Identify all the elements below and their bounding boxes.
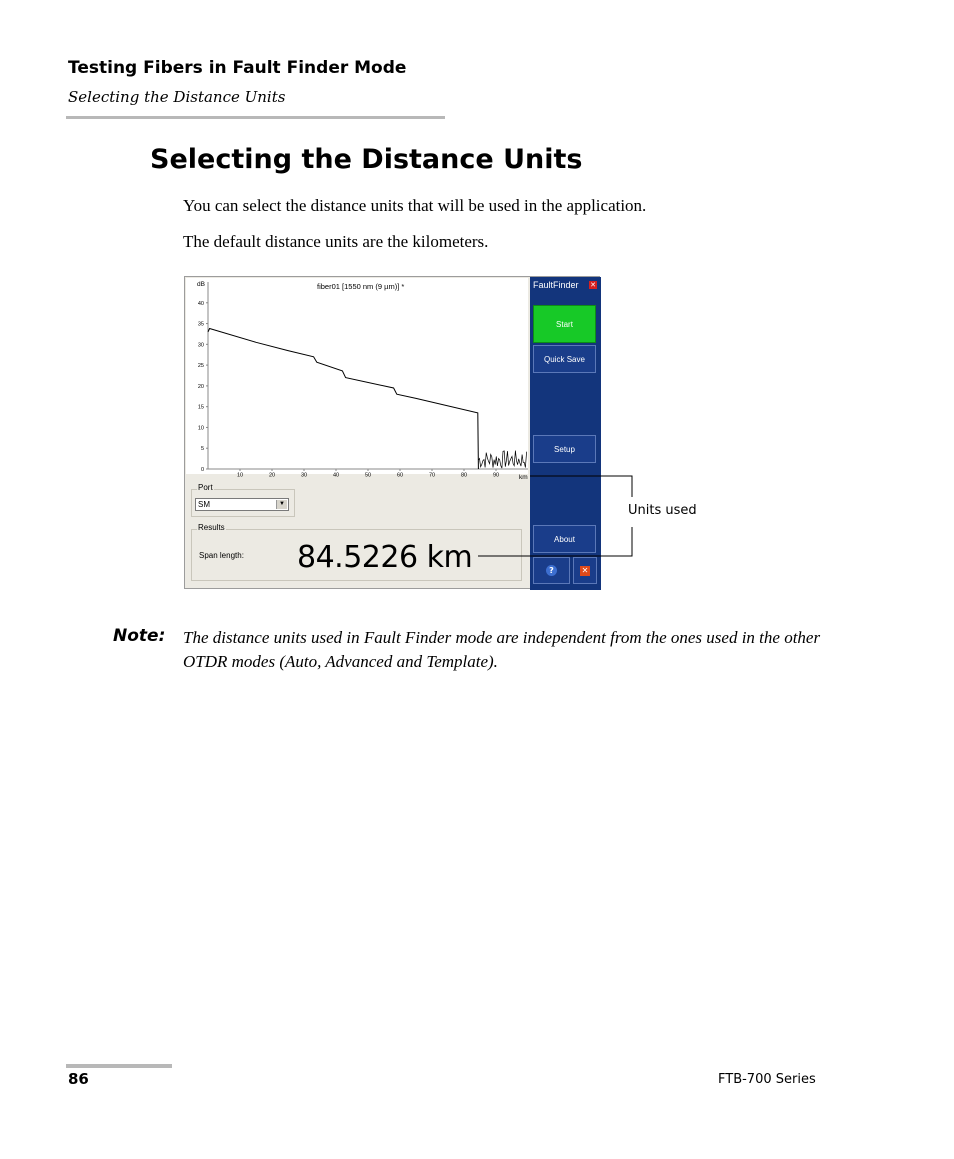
panel-close-icon[interactable]: ✕ bbox=[590, 281, 596, 289]
results-label: Results bbox=[198, 523, 225, 532]
x-tick-label: 20 bbox=[268, 472, 276, 479]
y-tick-label: 5 bbox=[200, 446, 204, 453]
about-button[interactable]: About bbox=[533, 525, 596, 553]
y-tick-label: 10 bbox=[197, 425, 204, 432]
setup-button[interactable]: Setup bbox=[533, 435, 596, 463]
x-tick-label: 10 bbox=[236, 472, 244, 479]
y-tick-label: 20 bbox=[197, 383, 204, 390]
chapter-title: Testing Fibers in Fault Finder Mode bbox=[68, 58, 407, 78]
page-number: 86 bbox=[68, 1070, 89, 1088]
callout-line-units bbox=[530, 476, 632, 497]
y-tick-label: 0 bbox=[200, 467, 204, 473]
product-name: FTB-700 Series bbox=[718, 1072, 816, 1087]
x-tick-label: 40 bbox=[332, 472, 340, 479]
x-axis-unit: km bbox=[519, 474, 528, 481]
port-select-value: SM bbox=[198, 500, 210, 509]
footer-rule bbox=[66, 1064, 172, 1068]
chart-title: fiber01 [1550 nm (9 µm)] * bbox=[317, 282, 405, 291]
span-length-value: 84.5226 km bbox=[297, 540, 473, 575]
callout-units-used: Units used bbox=[628, 503, 697, 518]
x-tick-label: 60 bbox=[396, 472, 404, 479]
y-tick-label: 35 bbox=[197, 321, 204, 328]
x-tick-label: 70 bbox=[428, 472, 436, 479]
x-tick-label: 90 bbox=[492, 472, 500, 479]
x-tick-label: 30 bbox=[300, 472, 308, 479]
port-label: Port bbox=[198, 483, 213, 492]
y-tick-label: 40 bbox=[197, 300, 204, 307]
panel-title: FaultFinder bbox=[533, 280, 579, 290]
start-button[interactable]: Start bbox=[533, 305, 596, 343]
x-tick-label: 50 bbox=[364, 472, 372, 479]
page-title: Selecting the Distance Units bbox=[150, 144, 583, 175]
paragraph-2: The default distance units are the kilometers. bbox=[183, 232, 489, 251]
paragraph-1: You can select the distance units that will be used in the application. bbox=[183, 196, 647, 215]
quick-save-button[interactable]: Quick Save bbox=[533, 345, 596, 373]
y-tick-label: 15 bbox=[197, 404, 204, 411]
y-tick-label: 30 bbox=[197, 342, 204, 349]
note-text: The distance units used in Fault Finder mode are independent from the ones used in the other OTDR modes (Auto, Advanced and Template). bbox=[183, 628, 821, 671]
note-label: Note: bbox=[113, 626, 166, 646]
y-tick-label: 25 bbox=[197, 363, 204, 370]
section-subtitle: Selecting the Distance Units bbox=[68, 88, 286, 106]
chevron-down-icon[interactable]: ▼ bbox=[276, 500, 287, 509]
help-icon: ? bbox=[546, 565, 557, 576]
close-icon: ✕ bbox=[581, 565, 589, 575]
y-axis-unit: dB bbox=[197, 281, 205, 288]
callout-line-value bbox=[478, 527, 632, 556]
span-length-label: Span length: bbox=[199, 551, 244, 560]
x-tick-label: 80 bbox=[460, 472, 468, 479]
